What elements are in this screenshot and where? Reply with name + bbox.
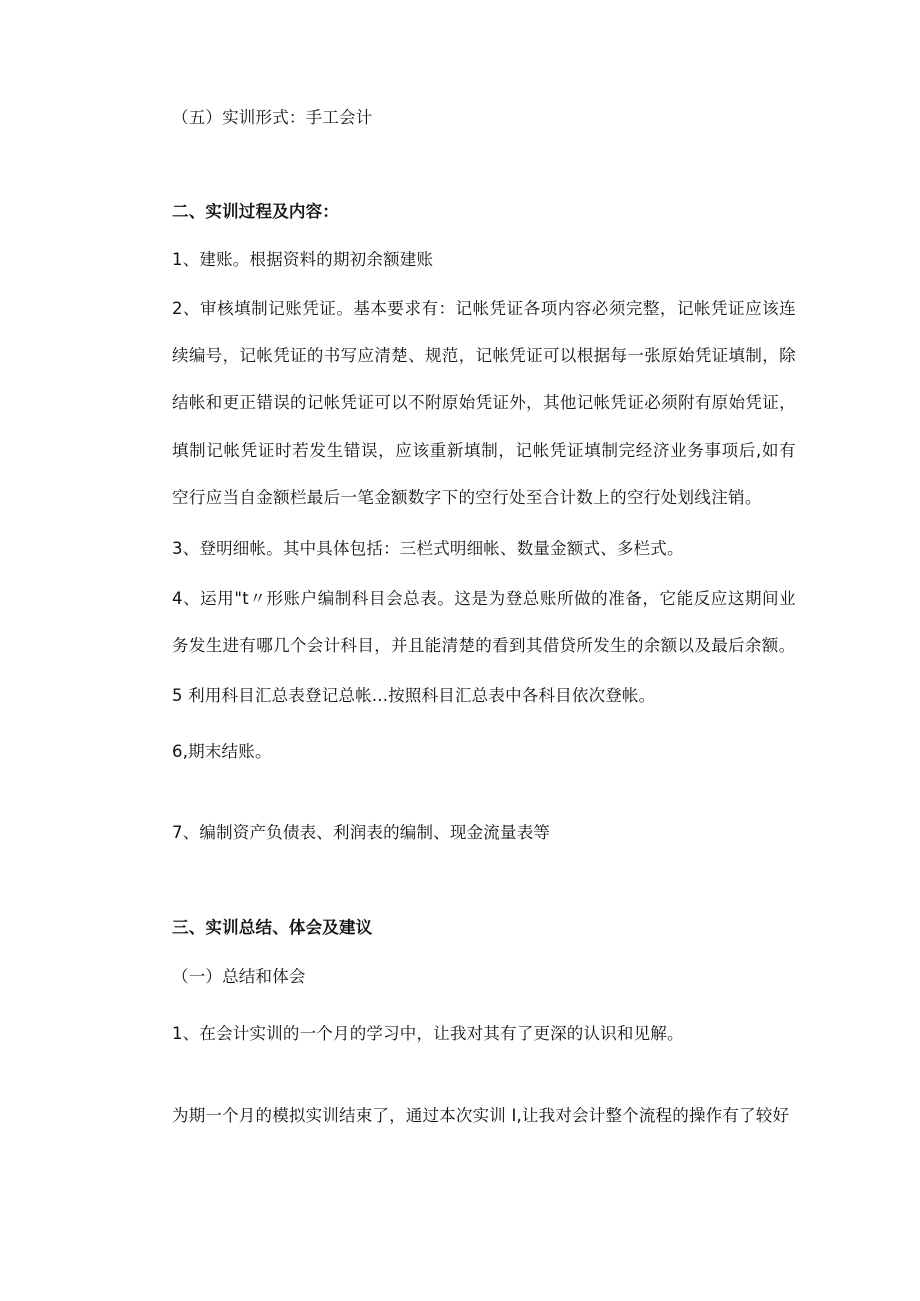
item-3-text: 3、登明细帐。其中具体包括：三栏式明细帐、数量金额式、多栏式。 xyxy=(172,539,684,558)
form-heading: （五）实训形式：手工会计 xyxy=(172,108,373,127)
section-3-heading: 三、实训总结、体会及建议 xyxy=(172,918,373,937)
item-5-text: 5 利用科目汇总表登记总帐...按照科目汇总表中各科目依次登帐。 xyxy=(172,686,656,705)
item-7-text: 7、编制资产负债表、利润表的编制、现金流量表等 xyxy=(172,823,551,842)
section-2-heading: 二、实训过程及内容： xyxy=(172,202,339,221)
item-1-text: 1、建账。根据资料的期初余额建账 xyxy=(172,250,434,269)
summary-paragraph-2: 为期一个月的模拟实训结束了，通过本次实训 I,让我对会计整个流程的操作有了较好 xyxy=(172,1106,790,1125)
item-2-paragraph: 2、审核填制记账凭证。基本要求有：记帐凭证各项内容必须完整，记帐凭证应该连续编号，记帐凭证的书写应清楚、规范，记帐凭证可以根据每一张原始凭证填制，除结帐和更正错误的记帐凭证可以不附原始凭证外，其他记帐凭证必须附有原始凭证，填制记帐凭证时若发生错误，应该重新填制，记帐凭证填制完经济业务事项后,如有空行应当自金额栏最后一笔金额数字下的空行处至合计数上的空行处划线注销。 xyxy=(172,299,796,507)
item-6-text: 6,期末结账。 xyxy=(172,742,272,761)
summary-paragraph-1: 1、在会计实训的一个月的学习中，让我对其有了更深的认识和见解。 xyxy=(172,1024,684,1043)
subsection-1-heading: （一）总结和体会 xyxy=(172,967,306,986)
item-4-paragraph: 4、运用"t〃形账户编制科目会总表。这是为登总账所做的准备，它能反应这期间业务发生进有哪几个会计科目，并且能清楚的看到其借贷所发生的余额以及最后余额。 xyxy=(172,589,796,656)
